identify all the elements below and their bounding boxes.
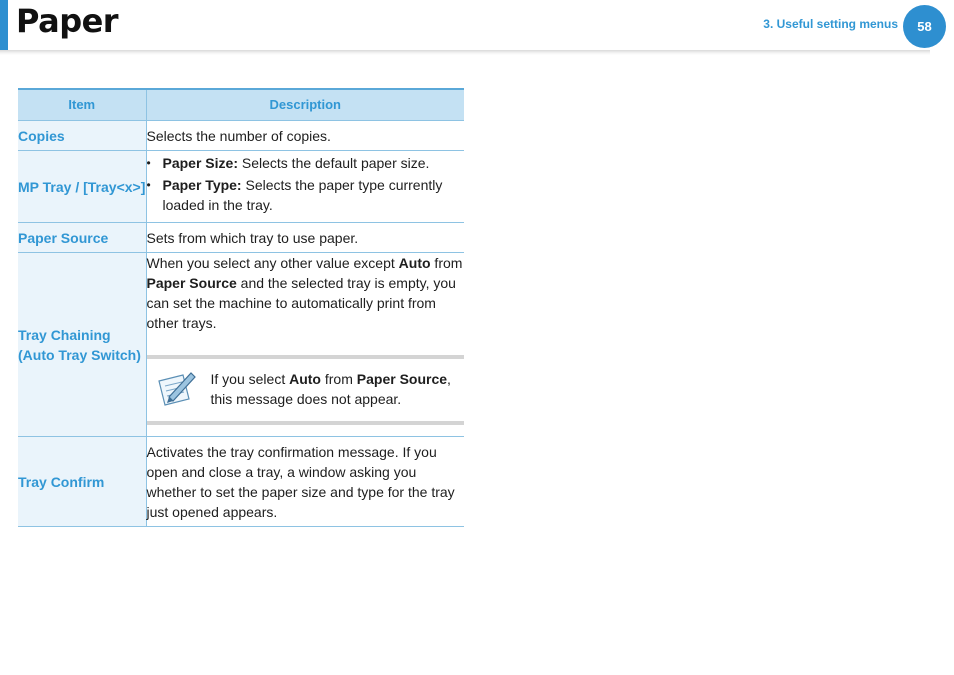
- page-number-badge: 58: [903, 5, 946, 48]
- description-cell: Sets from which tray to use paper.: [146, 223, 464, 253]
- bullet-label: Paper Type:: [162, 177, 242, 193]
- item-cell: MP Tray / [Tray<x>]: [18, 151, 146, 223]
- table-row: [18, 151, 464, 223]
- description-text: [147, 253, 465, 333]
- bullet-list: [147, 153, 465, 215]
- table-row: [18, 253, 464, 437]
- note-text: If you select: [210, 371, 290, 387]
- note-box: [147, 355, 465, 425]
- note-text-bold: Auto: [289, 371, 321, 387]
- text-run: When you select any other value except: [146, 255, 399, 271]
- column-header-description: Description: [146, 89, 464, 121]
- item-cell: Copies: [18, 121, 146, 151]
- note-pencil-icon: [155, 369, 197, 407]
- list-item: [147, 153, 465, 173]
- item-cell: Tray Confirm: [18, 437, 146, 527]
- header-divider: [0, 50, 930, 55]
- list-item: [147, 175, 465, 215]
- settings-table: [18, 88, 464, 527]
- text-run-bold: Auto: [398, 255, 431, 271]
- table-row: [18, 121, 464, 151]
- description-cell: [146, 151, 464, 223]
- description-cell: [146, 253, 464, 437]
- bullet-text: Selects the default paper size.: [237, 155, 430, 171]
- item-cell: Tray Chaining (Auto Tray Switch): [18, 253, 146, 437]
- description-cell: Selects the number of copies.: [146, 121, 464, 151]
- bullet-icon: •: [146, 156, 151, 170]
- bullet-text: Selects the paper type currently loaded in the tray.: [162, 177, 443, 213]
- text-run: and the selected tray is empty, you can set the machine to automatically print from other trays.: [146, 275, 456, 331]
- text-run: from: [430, 255, 463, 271]
- table-row: [18, 223, 464, 253]
- note-text: from: [320, 371, 357, 387]
- text-run-bold: Paper Source: [146, 275, 237, 291]
- page-title: Paper: [16, 2, 119, 40]
- section-label: 3. Useful setting menus: [763, 17, 898, 31]
- title-accent-bar: [0, 0, 8, 52]
- bullet-icon: •: [146, 178, 151, 192]
- column-header-item: Item: [18, 89, 146, 121]
- bullet-label: Paper Size:: [162, 155, 238, 171]
- note-text-bold: Paper Source: [356, 371, 448, 387]
- description-cell: Activates the tray confirmation message. If you open and close a tray, a window asking you whether to set the paper size and type for the tray just opened appears.: [146, 437, 464, 527]
- note-text: , this message does not appear.: [210, 371, 451, 407]
- item-cell: Paper Source: [18, 223, 146, 253]
- table-row: [18, 437, 464, 527]
- table-header-row: [18, 89, 464, 121]
